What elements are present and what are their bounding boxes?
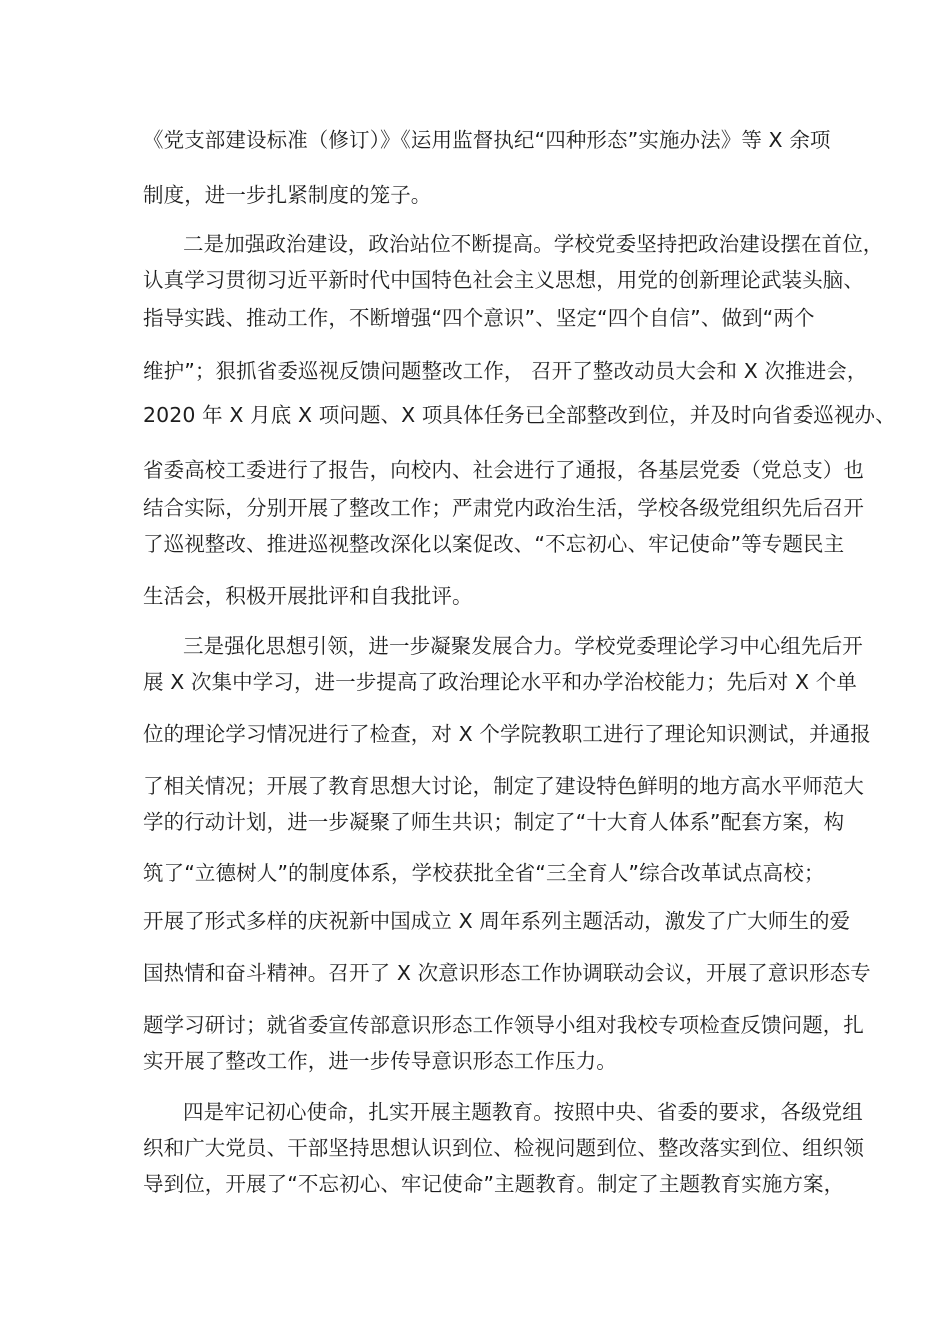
paragraph-start-line: 二是加强政治建设，政治站位不断提高。学校党委坚持把政治建设摆在首位， — [183, 232, 884, 256]
text-line: 生活会，积极开展批评和自我批评。 — [143, 584, 473, 608]
text-line: 筑了“立德树人”的制度体系，学校获批全省“三全育人”综合改革试点高校； — [143, 861, 825, 885]
text-line: 《党支部建设标准（修订）》《运用监督执纪“四种形态”实施办法》等 X 余项 — [143, 128, 831, 152]
text-line: 导到位，开展了“不忘初心、牢记使命”主题教育。制定了主题教育实施方案， — [143, 1172, 845, 1196]
text-line: 省委高校工委进行了报告，向校内、社会进行了通报，各基层党委（党总支）也 — [143, 458, 864, 482]
text-line: 位的理论学习情况进行了检查，对 X 个学院教职工进行了理论知识测试，并通报 — [143, 722, 871, 746]
paragraph-start-line: 四是牢记初心使命，扎实开展主题教育。按照中央、省委的要求，各级党组 — [183, 1100, 863, 1124]
text-line: 开展了形式多样的庆祝新中国成立 X 周年系列主题活动，激发了广大师生的爱 — [143, 909, 851, 933]
paragraph-start-line: 三是强化思想引领，进一步凝聚发展合力。学校党委理论学习中心组先后开 — [183, 634, 863, 658]
text-line: 了相关情况；开展了教育思想大讨论，制定了建设特色鲜明的地方高水平师范大 — [143, 774, 864, 798]
text-line: 展 X 次集中学习，进一步提高了政治理论水平和办学治校能力；先后对 X 个单 — [143, 670, 857, 694]
text-line: 制度，进一步扎紧制度的笼子。 — [143, 183, 432, 207]
text-line: 学的行动计划，进一步凝聚了师生共识；制定了“十大育人体系”配套方案，构 — [143, 810, 845, 834]
text-line: 认真学习贯彻习近平新时代中国特色社会主义思想，用党的创新理论武装头脑、 — [143, 268, 864, 292]
text-line: 结合实际，分别开展了整改工作；严肃党内政治生活，学校各级党组织先后召开 — [143, 496, 864, 520]
text-line: 题学习研讨；就省委宣传部意识形态工作领导小组对我校专项检查反馈问题，扎 — [143, 1013, 864, 1037]
text-line: 2020 年 X 月底 X 项问题、X 项具体任务已全部整改到位，并及时向省委巡视办、 — [143, 403, 896, 427]
text-line: 实开展了整改工作，进一步传导意识形态工作压力。 — [143, 1049, 617, 1073]
text-line: 指导实践、推动工作，不断增强“四个意识”、坚定“四个自信”、做到“两个 — [143, 306, 815, 330]
text-line: 维护”；狠抓省委巡视反馈问题整改工作， 召开了整改动员大会和 X 次推进会， — [143, 359, 868, 383]
text-line: 国热情和奋斗精神。召开了 X 次意识形态工作协调联动会议，开展了意识形态专 — [143, 961, 871, 985]
text-line: 织和广大党员、干部坚持思想认识到位、检视问题到位、整改落实到位、组织领 — [143, 1136, 864, 1160]
text-line: 了巡视整改、推进巡视整改深化以案促改、“不忘初心、牢记使命”等专题民主 — [143, 532, 845, 556]
